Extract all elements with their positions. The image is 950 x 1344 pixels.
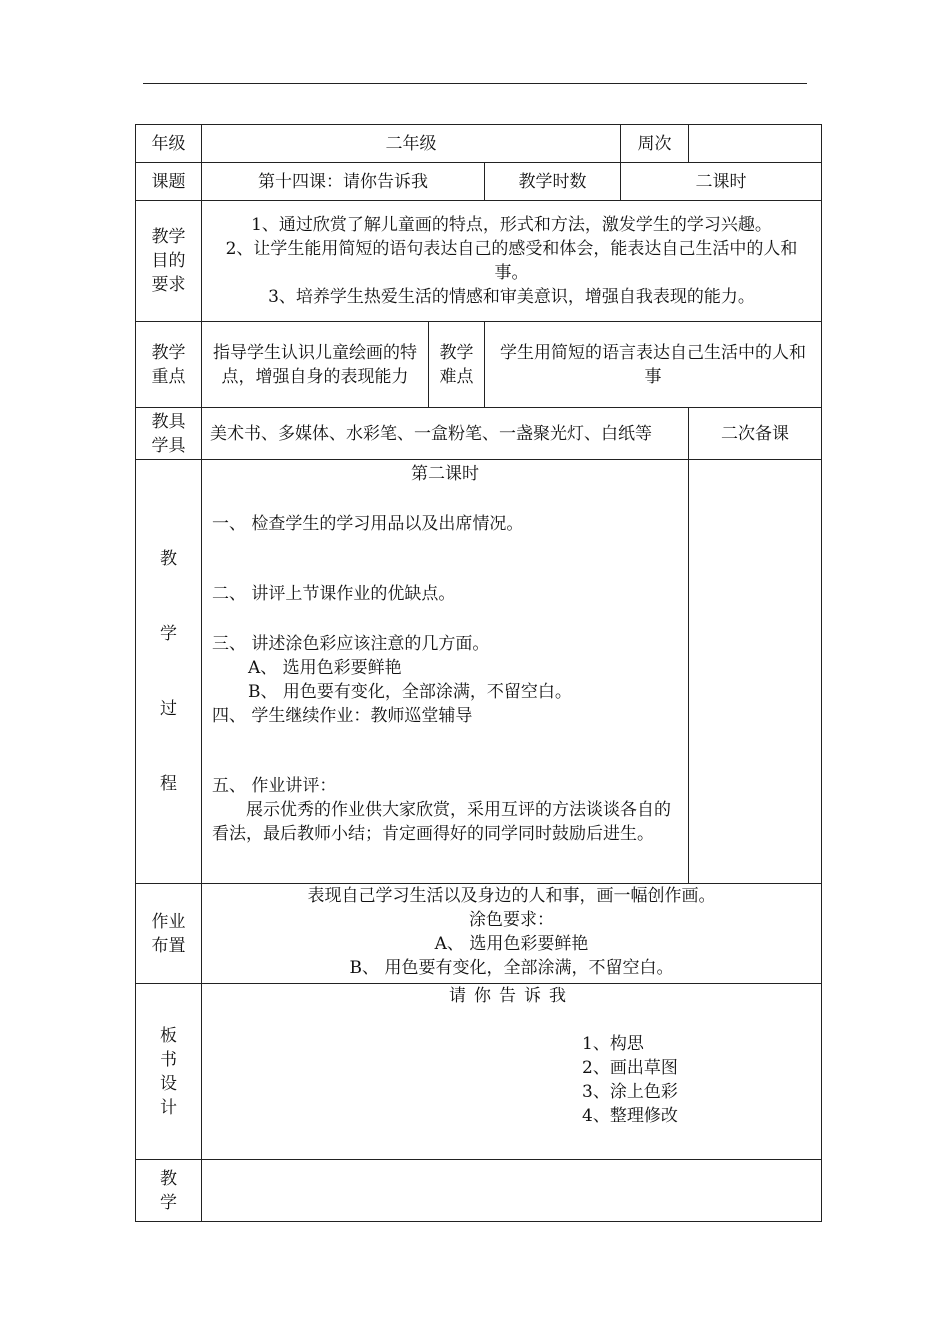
goals-label: 教学 目的 要求 bbox=[136, 201, 202, 322]
board-row bbox=[136, 984, 822, 1160]
grade-value: 二年级 bbox=[202, 125, 621, 163]
lesson-plan-table bbox=[135, 124, 822, 1222]
homework-line-1: 表现自己学习生活以及身边的人和事，画一幅创作画。 bbox=[307, 886, 716, 906]
goal-line-3: 3、培养学生热爱生活的情感和审美意识，增强自我表现的能力。 bbox=[268, 287, 755, 307]
process-step-2: 二、 讲评上节课作业的优缺点。 bbox=[212, 584, 456, 604]
board-step-3: 3、涂上色彩 bbox=[582, 1082, 678, 1102]
homework-row bbox=[136, 884, 822, 984]
board-step-4: 4、整理修改 bbox=[582, 1106, 678, 1126]
reflection-row bbox=[136, 1160, 822, 1222]
key-point-text: 指导学生认识儿童绘画的特点，增强自身的表现能力 bbox=[202, 322, 429, 408]
goal-line-2: 2、让学生能用简短的语句表达自己的感受和体会，能表达自己生活中的人和事。 bbox=[225, 239, 798, 283]
goals-content bbox=[202, 201, 822, 322]
board-label: 板 书 设 计 bbox=[136, 984, 202, 1160]
process-label: 教 学 过 程 bbox=[136, 460, 202, 884]
topic-value: 第十四课：请你告诉我 bbox=[202, 163, 485, 201]
hours-value: 二课时 bbox=[621, 163, 822, 201]
week-value bbox=[689, 125, 822, 163]
board-title: 请你告诉我 bbox=[449, 986, 574, 1006]
homework-label: 作业 布置 bbox=[136, 884, 202, 984]
reflection-label: 教 学 bbox=[136, 1160, 202, 1222]
process-title: 第二课时 bbox=[411, 464, 479, 484]
hours-label: 教学时数 bbox=[485, 163, 621, 201]
process-step-3a: A、 选用色彩要鲜艳 bbox=[248, 658, 402, 678]
process-step-1: 一、 检查学生的学习用品以及出席情况。 bbox=[212, 514, 524, 534]
reflection-content bbox=[202, 1160, 822, 1222]
process-row bbox=[136, 460, 822, 884]
week-label: 周次 bbox=[621, 125, 689, 163]
homework-line-3: A、 选用色彩要鲜艳 bbox=[434, 934, 589, 954]
key-point-label: 教学 重点 bbox=[136, 322, 202, 408]
process-step-3b: B、 用色要有变化，全部涂满，不留空白。 bbox=[248, 682, 572, 702]
topic-label: 课题 bbox=[136, 163, 202, 201]
homework-line-4: B、 用色要有变化，全部涂满，不留空白。 bbox=[349, 958, 674, 978]
focus-row bbox=[136, 322, 822, 408]
tools-row bbox=[136, 408, 822, 460]
process-content bbox=[202, 460, 689, 884]
board-content bbox=[202, 984, 822, 1160]
tools-label: 教具 学具 bbox=[136, 408, 202, 460]
header-rule bbox=[143, 83, 807, 84]
difficulty-text: 学生用简短的语言表达自己生活中的人和事 bbox=[485, 322, 822, 408]
secondary-prep-label: 二次备课 bbox=[689, 408, 822, 460]
goal-line-1: 1、通过欣赏了解儿童画的特点，形式和方法，激发学生的学习兴趣。 bbox=[251, 215, 772, 235]
homework-content bbox=[202, 884, 822, 984]
process-step-5-text: 展示优秀的作业供大家欣赏，采用互评的方法谈谈各自的看法，最后教师小结；肯定画得好的同学同时鼓励后进生。 bbox=[212, 800, 671, 844]
process-step-4: 四、 学生继续作业：教师巡堂辅导 bbox=[212, 706, 473, 726]
tools-text: 美术书、多媒体、水彩笔、一盒粉笔、一盏聚光灯、白纸等 bbox=[202, 408, 689, 460]
board-step-1: 1、构思 bbox=[582, 1034, 644, 1054]
process-step-3: 三、 讲述涂色彩应该注意的几方面。 bbox=[212, 634, 490, 654]
board-step-2: 2、画出草图 bbox=[582, 1058, 678, 1078]
homework-line-2: 涂色要求： bbox=[469, 910, 554, 930]
difficulty-label: 教学 难点 bbox=[429, 322, 485, 408]
process-step-5: 五、 作业讲评： bbox=[212, 776, 337, 796]
goals-row bbox=[136, 201, 822, 322]
secondary-prep-area bbox=[689, 460, 822, 884]
grade-row bbox=[136, 125, 822, 163]
grade-label: 年级 bbox=[136, 125, 202, 163]
topic-row bbox=[136, 163, 822, 201]
